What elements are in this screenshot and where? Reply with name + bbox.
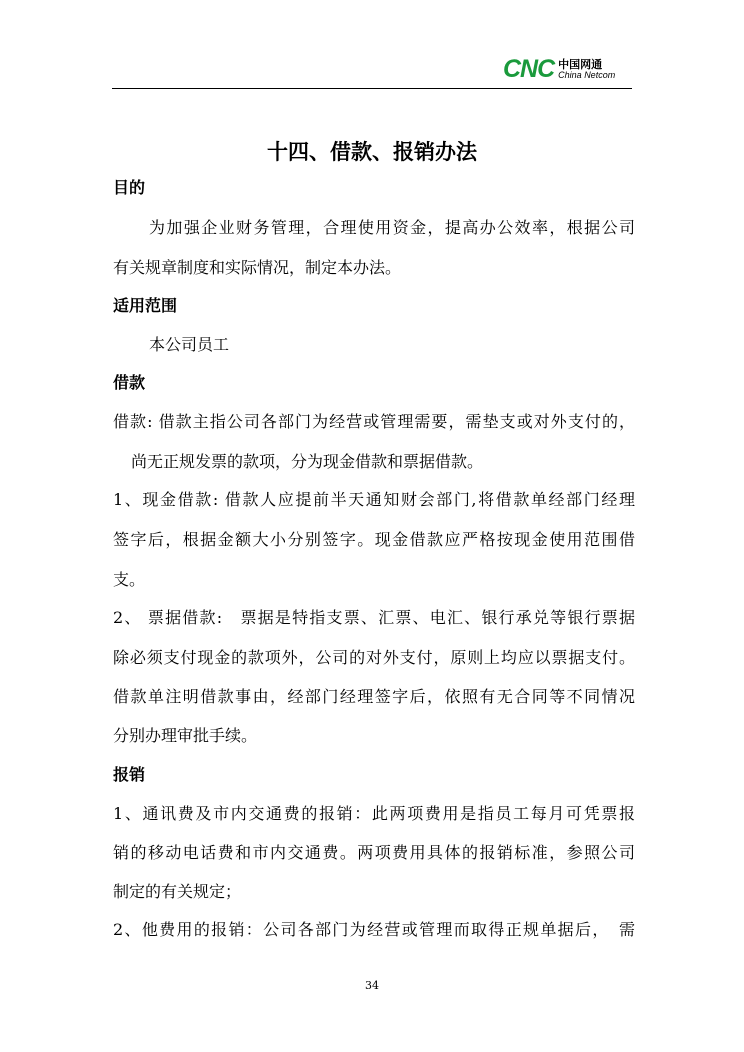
logo-cnc-text: CNC [503, 54, 555, 83]
section-heading-scope: 适用范围 [113, 296, 178, 315]
paragraph-line: 本公司员工 [149, 335, 230, 354]
logo-text-block [558, 59, 615, 80]
paragraph-line: 2、 票据借款: 票据是特指支票、汇票、电汇、银行承兑等银行票据 [113, 608, 635, 627]
paragraph-line: 分别办理审批手续。 [113, 726, 258, 745]
logo-english-name: China Netcom [558, 69, 616, 80]
section-heading-purpose: 目的 [113, 178, 146, 197]
page-title: 十四、借款、报销办法 [267, 140, 477, 164]
paragraph-line: 除必须支付现金的款项外，公司的对外支付，原则上均应以票据支付。 [113, 648, 635, 667]
section-heading-reimbursement: 报销 [113, 765, 146, 784]
section-heading-loan: 借款 [113, 373, 146, 392]
paragraph-line: 为加强企业财务管理，合理使用资金，提高办公效率，根据公司 [149, 218, 635, 237]
header-divider [112, 88, 632, 89]
paragraph-line: 2、他费用的报销：公司各部门为经营或管理而取得正规单据后， 需 [113, 920, 635, 939]
paragraph-line: 借款: 借款主指公司各部门为经营或管理需要，需垫支或对外支付的， [113, 412, 635, 431]
paragraph-line: 尚无正规发票的款项，分为现金借款和票据借款。 [131, 452, 484, 471]
paragraph-line: 支。 [113, 570, 146, 589]
paragraph-line: 销的移动电话费和市内交通费。两项费用具体的报销标准，参照公司 [113, 843, 635, 862]
paragraph-line: 有关规章制度和实际情况，制定本办法。 [113, 258, 402, 277]
paragraph-line: 1、通讯费及市内交通费的报销：此两项费用是指员工每月可凭票报 [113, 804, 635, 823]
paragraph-line: 制定的有关规定； [113, 882, 242, 901]
paragraph-line: 1、现金借款: 借款人应提前半天通知财会部门,将借款单经部门经理 [113, 490, 635, 509]
page-number: 34 [365, 979, 379, 992]
logo-chinese-name: 中国网通 [558, 57, 603, 71]
cnc-logo [503, 56, 615, 82]
paragraph-line: 借款单注明借款事由，经部门经理签字后，依照有无合同等不同情况 [113, 687, 635, 706]
paragraph-line: 签字后，根据金额大小分别签字。现金借款应严格按现金使用范围借 [113, 530, 635, 549]
